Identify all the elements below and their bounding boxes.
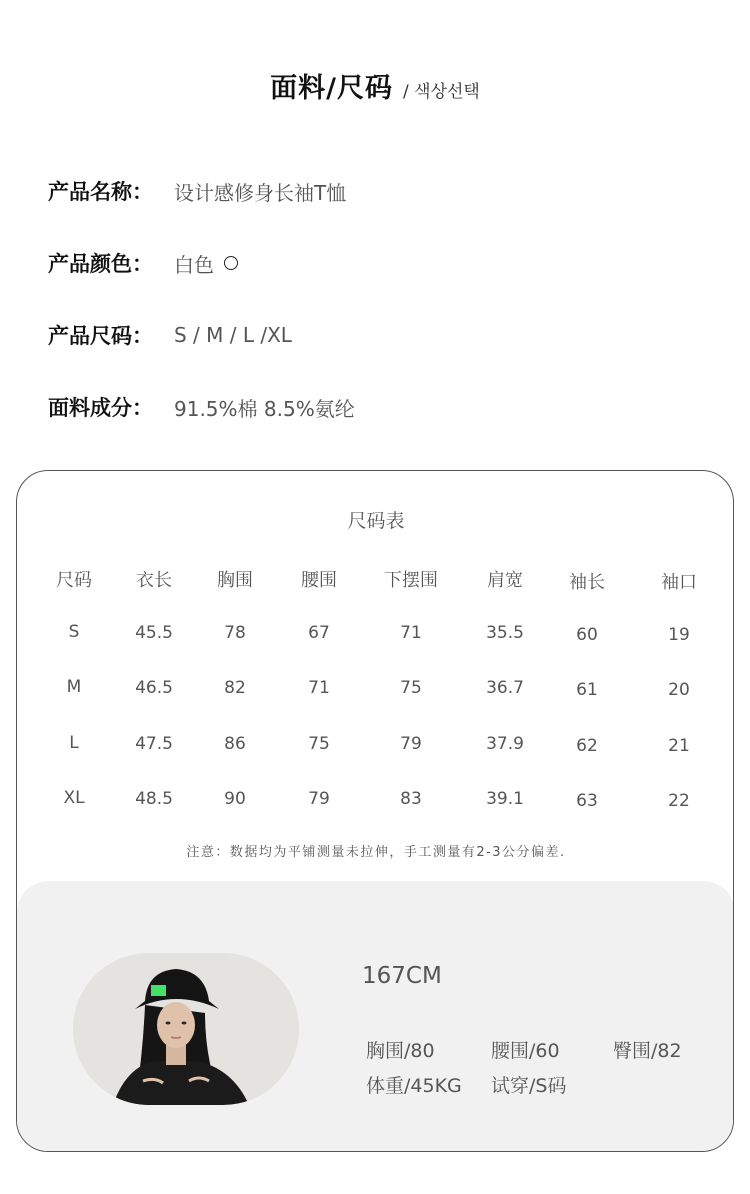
table-cell: 71 — [308, 678, 330, 698]
model-height: 167CM — [362, 963, 442, 989]
spec-label: 产品名称： — [48, 180, 153, 204]
size-chart-card — [16, 470, 734, 1152]
table-cell: 75 — [400, 678, 422, 698]
table-cell: 67 — [308, 623, 330, 643]
spec-label: 产品尺码： — [48, 324, 153, 348]
table-cell: 82 — [224, 678, 246, 698]
table-cell: 37.9 — [486, 734, 524, 754]
table-cell: 83 — [400, 789, 422, 809]
table-header-cell: 下摆围 — [384, 570, 438, 591]
table-header-cell: 肩宽 — [487, 570, 523, 591]
model-photo — [73, 953, 299, 1105]
measurement-note: 注意：数据均为平铺测量未拉伸，手工测量有2-3公分偏差. — [186, 845, 566, 860]
table-cell: 79 — [308, 789, 330, 809]
spec-row-fabric — [48, 392, 355, 424]
model-photo-illustration — [73, 953, 299, 1105]
table-cell: 45.5 — [135, 623, 173, 643]
table-cell: 20 — [668, 680, 690, 700]
table-cell: 47.5 — [135, 734, 173, 754]
page-title: 面料/尺码 — [270, 73, 394, 104]
table-cell: 90 — [224, 789, 246, 809]
table-cell: 36.7 — [486, 678, 524, 698]
spec-row-name — [48, 176, 346, 208]
table-cell: 60 — [576, 625, 598, 645]
table-header-cell: 胸围 — [217, 570, 253, 591]
table-header-cell: 腰围 — [301, 570, 337, 591]
table-cell: 75 — [308, 734, 330, 754]
table-cell: 35.5 — [486, 623, 524, 643]
size-chart-title: 尺码表 — [347, 510, 405, 532]
model-info-panel — [17, 881, 734, 1152]
table-cell: 39.1 — [486, 789, 524, 809]
model-stat: 腰围/60 — [491, 1040, 560, 1062]
spec-value: S / M / L /XL — [174, 323, 292, 347]
table-header-cell: 尺码 — [56, 570, 92, 591]
circle-outline-icon — [224, 256, 238, 270]
table-cell: XL — [63, 788, 85, 808]
spec-value: 91.5%棉 8.5%氨纶 — [174, 396, 355, 421]
page-subtitle: / 색상선택 — [403, 82, 480, 102]
spec-label: 产品颜色： — [48, 252, 153, 276]
table-cell: M — [66, 677, 82, 697]
table-cell: S — [68, 622, 80, 642]
spec-row-color — [48, 248, 238, 280]
table-cell: 19 — [668, 625, 690, 645]
table-header-cell: 袖口 — [661, 572, 697, 593]
table-cell: 62 — [576, 736, 598, 756]
spec-row-size — [48, 320, 292, 352]
model-stat: 臀围/82 — [613, 1040, 682, 1062]
table-cell: 63 — [576, 791, 598, 811]
model-stat: 体重/45KG — [366, 1075, 462, 1097]
model-stat: 试穿/S码 — [491, 1075, 567, 1097]
table-header-cell: 衣长 — [136, 570, 172, 591]
spec-value: 白色 — [174, 252, 214, 277]
table-cell: 61 — [576, 680, 598, 700]
page-header — [0, 66, 750, 105]
table-cell: 79 — [400, 734, 422, 754]
table-cell: L — [69, 733, 79, 753]
table-cell: 46.5 — [135, 678, 173, 698]
table-cell: 71 — [400, 623, 422, 643]
spec-value: 设计感修身长袖T恤 — [174, 180, 347, 205]
spec-label: 面料成分： — [48, 396, 153, 420]
model-stat: 胸围/80 — [366, 1040, 435, 1062]
table-header-cell: 袖长 — [569, 572, 605, 593]
table-cell: 22 — [668, 791, 690, 811]
table-cell: 48.5 — [135, 789, 173, 809]
table-cell: 78 — [224, 623, 246, 643]
table-cell: 21 — [668, 736, 690, 756]
table-cell: 86 — [224, 734, 246, 754]
